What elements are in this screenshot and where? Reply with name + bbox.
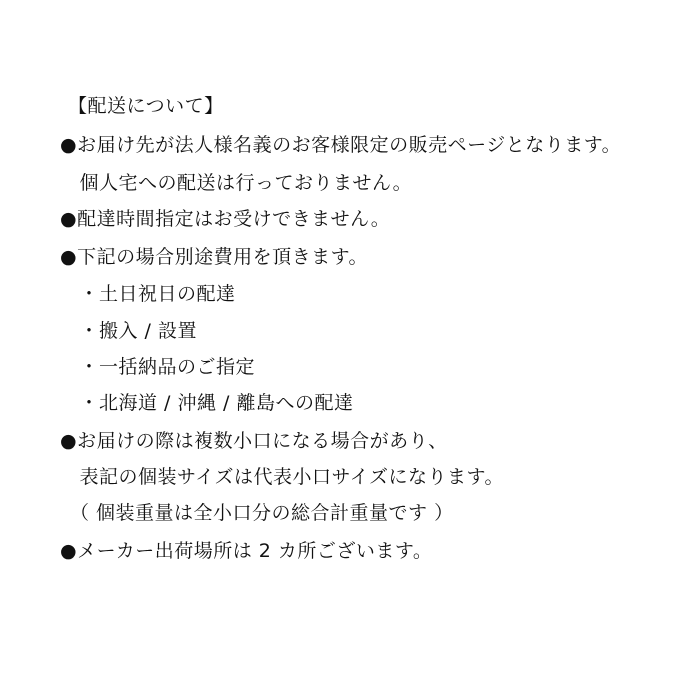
note-line: ・一括納品のご指定 — [60, 356, 256, 378]
note-line: ●メーカー出荷場所は 2 カ所ございます。 — [60, 540, 433, 562]
note-line: ●お届け先が法人様名義のお客様限定の販売ページとなります。 — [60, 134, 622, 156]
note-line: ・北海道 / 沖縄 / 離島への配達 — [60, 392, 354, 414]
note-line: ●配達時間指定はお受けできません。 — [60, 208, 391, 230]
note-line: ・搬入 / 設置 — [60, 320, 197, 342]
note-line: 表記の個装サイズは代表小口サイズになります。 — [60, 466, 504, 488]
note-line: （ 個装重量は全小口分の総合計重量です ） — [60, 502, 454, 524]
note-line: ・土日祝日の配達 — [60, 283, 236, 305]
note-line: ●お届けの際は複数小口になる場合があり、 — [60, 430, 448, 452]
note-line: ●下記の場合別途費用を頂きます。 — [60, 246, 369, 268]
note-line: 個人宅への配送は行っておりません。 — [60, 172, 413, 194]
shipping-heading: 【配送について】 — [68, 95, 224, 117]
